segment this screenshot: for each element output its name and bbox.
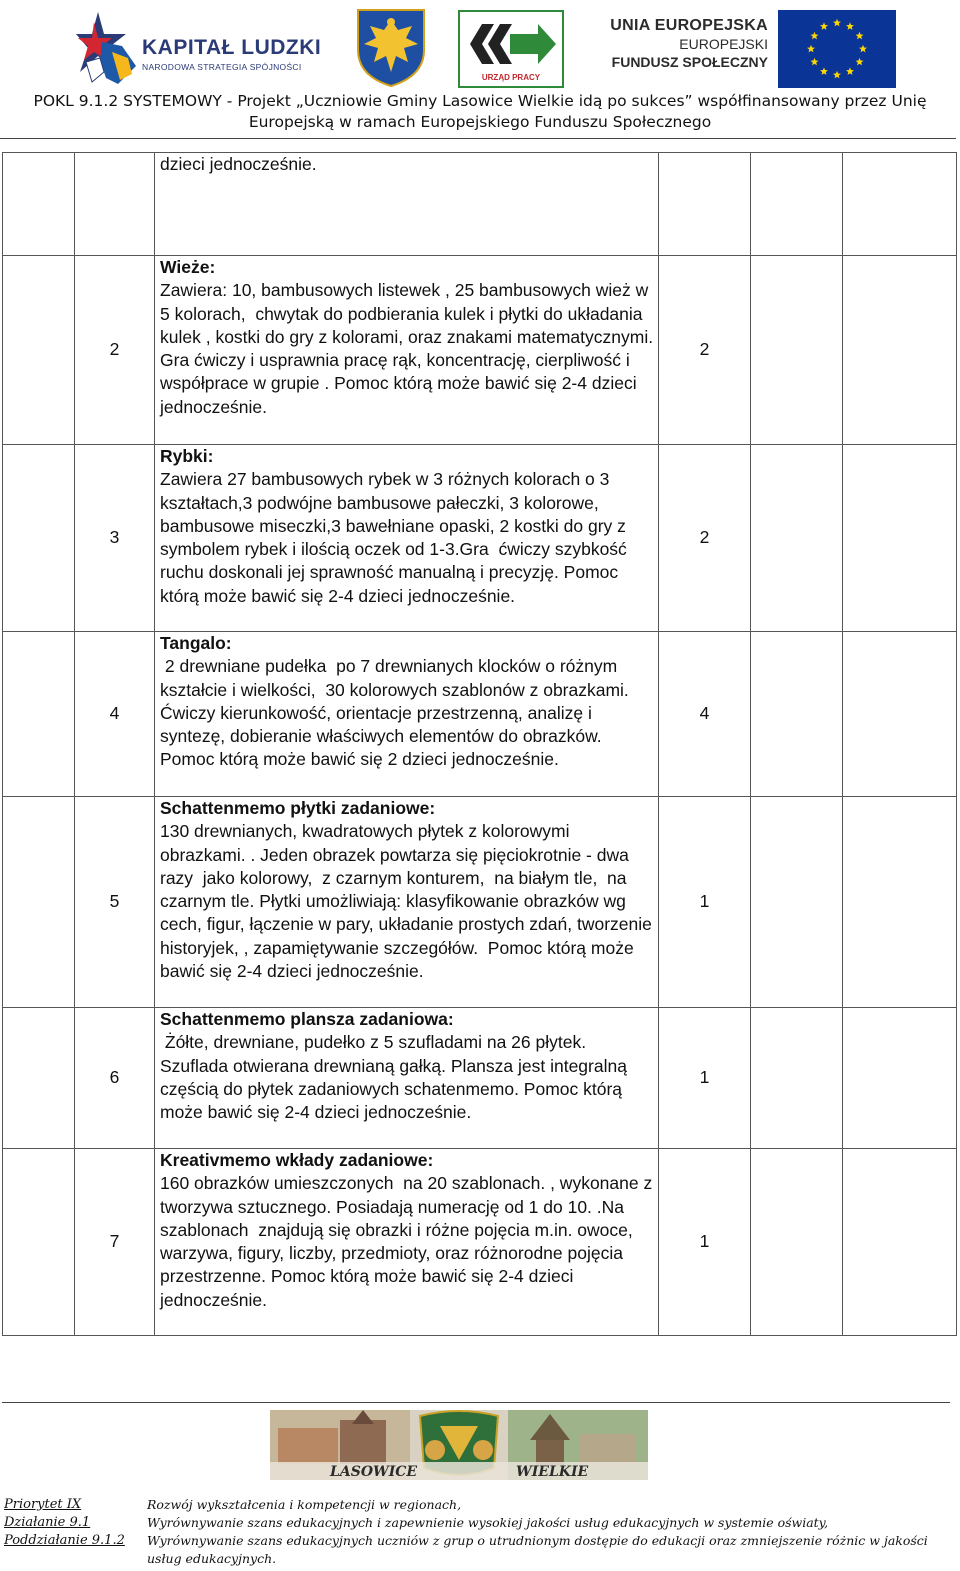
item-number: 2: [109, 339, 120, 360]
cell-description: [155, 153, 659, 256]
urzad-pracy-label: URZĄD PRACY: [481, 73, 541, 82]
eu-line3: FUNDUSZ SPOŁECZNY: [611, 54, 768, 70]
eagle-crest-icon: [354, 6, 428, 88]
item-quantity: 4: [699, 703, 710, 724]
cell-description: [155, 256, 659, 445]
arrow-logo-icon: [460, 16, 562, 72]
footer-right-line-1: Rozwój wykształcenia i kompetencji w regionach,: [147, 1497, 462, 1512]
footer-left-line-2: Działanie 9.1: [4, 1515, 91, 1530]
item-quantity: 1: [699, 891, 710, 912]
eu-star-icon: [856, 58, 864, 66]
item-number: 3: [109, 527, 120, 548]
cell-quantity: [659, 632, 751, 797]
cell-blank: [3, 1008, 75, 1149]
cell-blank: [3, 1149, 75, 1336]
item-quantity: 2: [699, 339, 710, 360]
table-row: [3, 797, 957, 1008]
eu-star-icon: [846, 22, 854, 30]
eu-line1: UNIA EUROPEJSKA: [610, 17, 768, 34]
kapital-ludzki-star-icon: [76, 12, 138, 86]
item-quantity: 1: [699, 1067, 710, 1088]
eu-flag-icon: [778, 10, 896, 88]
cell-description: [155, 632, 659, 797]
cell-blank: [751, 632, 843, 797]
cell-blank: [751, 153, 843, 256]
item-number: 7: [109, 1231, 120, 1252]
cell-item-number: [75, 153, 155, 256]
cell-blank: [843, 256, 957, 445]
kapital-ludzki-logo: [70, 6, 332, 86]
eu-star-icon: [846, 67, 854, 75]
cell-description: [155, 1149, 659, 1336]
header-logos: [0, 0, 960, 92]
lasowice-wielkie-banner: [270, 1410, 648, 1480]
cell-item-number: [75, 1149, 155, 1336]
eu-star-icon: [810, 32, 818, 40]
cell-blank: [751, 797, 843, 1008]
cell-quantity: [659, 1149, 751, 1336]
cell-description: [155, 797, 659, 1008]
cell-blank: [751, 1008, 843, 1149]
item-description: Żółte, drewniane, pudełko z 5 szufladami na 26 płytek. Szuflada otwierana drewnianą gałką. Plansza jest integralną częścią do płytek zadaniowych schatenmemo. Pomoc którą może bawić się 2-4 dzieci jednocześnie.: [160, 1032, 632, 1123]
footer-divider: [2, 1402, 950, 1403]
item-title: Kreativmemo wkłady zadaniowe:: [160, 1150, 434, 1170]
item-quantity: 1: [699, 1231, 710, 1252]
cell-blank: [3, 445, 75, 632]
item-title: Schattenmemo plansza zadaniowa:: [160, 1009, 454, 1029]
banner-left-text: LASOWICE: [330, 1464, 418, 1480]
item-description: Zawiera: 10, bambusowych listewek , 25 bambusowych wież w 5 kolorach, chwytak do podbierania kulek i płytki do układania kulek , kostki do gry z kolorami, oraz znakami matematycznymi. Gra ćwiczy i usprawnia pracę rąk, koncentrację, cierpliwość i współprace w grupie . Pomoc którą może bawić się 2-4 dzieci jednocześnie.: [160, 280, 658, 417]
item-title: Tangalo:: [160, 633, 232, 653]
item-quantity: 2: [699, 527, 710, 548]
cell-quantity: [659, 153, 751, 256]
cell-blank: [3, 153, 75, 256]
caption-line-2: Europejską w ramach Europejskiego Funduszu Społecznego: [248, 113, 712, 131]
eu-star-icon: [859, 45, 867, 53]
item-description: Zawiera 27 bambusowych rybek w 3 różnych kolorach o 3 kształtach,3 podwójne bambusowe pałeczki, 3 kolorowe, bambusowe miseczki,3 bawełniane opaski, 2 kostki do gry z symbolem rybek i ilością oczek od 1-3.Gra ćwiczy szybkość ruchu doskonali jej sprawność manualną i precyzję. Pomoc którą może bawić się 2-4 dzieci jednocześnie.: [160, 469, 632, 606]
header-divider: [0, 138, 956, 139]
equipment-table: [2, 152, 957, 1336]
kapital-ludzki-title: KAPITAŁ LUDZKI: [142, 36, 322, 59]
cell-description: [155, 1008, 659, 1149]
footer-descriptions: [147, 1496, 957, 1568]
cell-blank: [843, 153, 957, 256]
item-title: Schattenmemo płytki zadaniowe:: [160, 798, 436, 818]
cell-quantity: [659, 1008, 751, 1149]
urzad-pracy-logo: [458, 10, 564, 88]
eu-star-icon: [833, 19, 841, 27]
table-row: [3, 445, 957, 632]
cell-blank: [751, 445, 843, 632]
footer-left-line-1: Priorytet IX: [4, 1497, 82, 1512]
cell-quantity: [659, 797, 751, 1008]
item-description: 160 obrazków umieszczonych na 20 szablonach. , wykonane z tworzywa sztucznego. Posiadają numerację od 1 do 10. .Na szablonach znajdują się obrazki i różne pojęcia m.in. owoce, warzywa, figury, liczby, przedmioty, oraz różnorodne pojęcia przestrzenne. Pomoc którą może bawić się 2-4 dzieci jednocześnie.: [160, 1173, 658, 1310]
banner-right-text: WIELKIE: [516, 1464, 589, 1480]
item-description: 130 drewnianych, kwadratowych płytek z kolorowymi obrazkami. . Jeden obrazek powtarza się pięciokrotnie - dwa razy jako kolorowy, z czarnym konturem, na białym tle, na czarnym tle. Płytki umożliwiają: klasyfikowanie obrazków wg cech, figur, łączenie w pary, układanie prostych zdań, tworzenie historyjek, , zapamiętywanie szczegółów. Pomoc którą może bawić się 2-4 dzieci jednocześnie.: [160, 821, 657, 982]
cell-blank: [3, 256, 75, 445]
cell-blank: [843, 445, 957, 632]
eu-text-logo: [596, 16, 768, 71]
eu-stars-icon: [778, 10, 896, 88]
eu-star-icon: [833, 71, 841, 79]
table-row: [3, 632, 957, 797]
item-description: dzieci jednocześnie.: [160, 154, 317, 174]
footer-right-line-2: Wyrównywanie szans edukacyjnych i zapewnienie wysokiej jakości usług edukacyjnych w systemie oświaty,: [147, 1515, 829, 1530]
footer-left-line-3: Poddziałanie 9.1.2: [4, 1533, 125, 1548]
eu-line2: EUROPEJSKI: [679, 36, 768, 52]
caption-line-1: POKL 9.1.2 SYSTEMOWY - Projekt „Uczniowie Gminy Lasowice Wielkie idą po sukces” współfinansowany przez Unię: [33, 92, 927, 110]
cell-blank: [3, 797, 75, 1008]
table-row: [3, 153, 957, 256]
item-title: Wieże:: [160, 257, 216, 277]
cell-description: [155, 445, 659, 632]
eu-star-icon: [820, 22, 828, 30]
eu-star-icon: [820, 67, 828, 75]
cell-blank: [3, 632, 75, 797]
cell-item-number: [75, 797, 155, 1008]
table-row: [3, 1149, 957, 1336]
item-description: 2 drewniane pudełka po 7 drewnianych klocków o różnym kształcie i wielkości, 30 kolorowych szablonów z obrazkami. Ćwiczy kierunkowość, orientacje przestrzenną, analizę i syntezę, dobieranie właściwych elementów do obrazków. Pomoc którą może bawić się 2 dzieci jednocześnie.: [160, 656, 639, 770]
item-number: 5: [109, 891, 120, 912]
cell-blank: [751, 256, 843, 445]
project-caption: [0, 91, 960, 133]
cell-blank: [751, 1149, 843, 1336]
item-title: Rybki:: [160, 446, 214, 466]
table-row: [3, 1008, 957, 1149]
eu-star-icon: [856, 32, 864, 40]
cell-blank: [843, 797, 957, 1008]
cell-blank: [843, 1149, 957, 1336]
eu-star-icon: [810, 58, 818, 66]
item-number: 4: [109, 703, 120, 724]
item-number: 6: [109, 1067, 120, 1088]
cell-item-number: [75, 1008, 155, 1149]
cell-quantity: [659, 445, 751, 632]
table-row: [3, 256, 957, 445]
footer-right-line-3: Wyrównywanie szans edukacyjnych uczniów z grup o utrudnionym dostępie do edukacji oraz zmniejszenie różnic w jakości usług edukacyjnych.: [147, 1533, 928, 1566]
cell-item-number: [75, 256, 155, 445]
kapital-ludzki-subtitle: NARODOWA STRATEGIA SPÓJNOŚCI: [142, 62, 302, 72]
cell-quantity: [659, 256, 751, 445]
cell-blank: [843, 632, 957, 797]
cell-item-number: [75, 445, 155, 632]
cell-blank: [843, 1008, 957, 1149]
eu-star-icon: [807, 45, 815, 53]
opole-crest-logo: [354, 6, 428, 88]
footer-priority-list: [4, 1496, 125, 1550]
gmina-banner-image: [270, 1410, 648, 1480]
cell-item-number: [75, 632, 155, 797]
